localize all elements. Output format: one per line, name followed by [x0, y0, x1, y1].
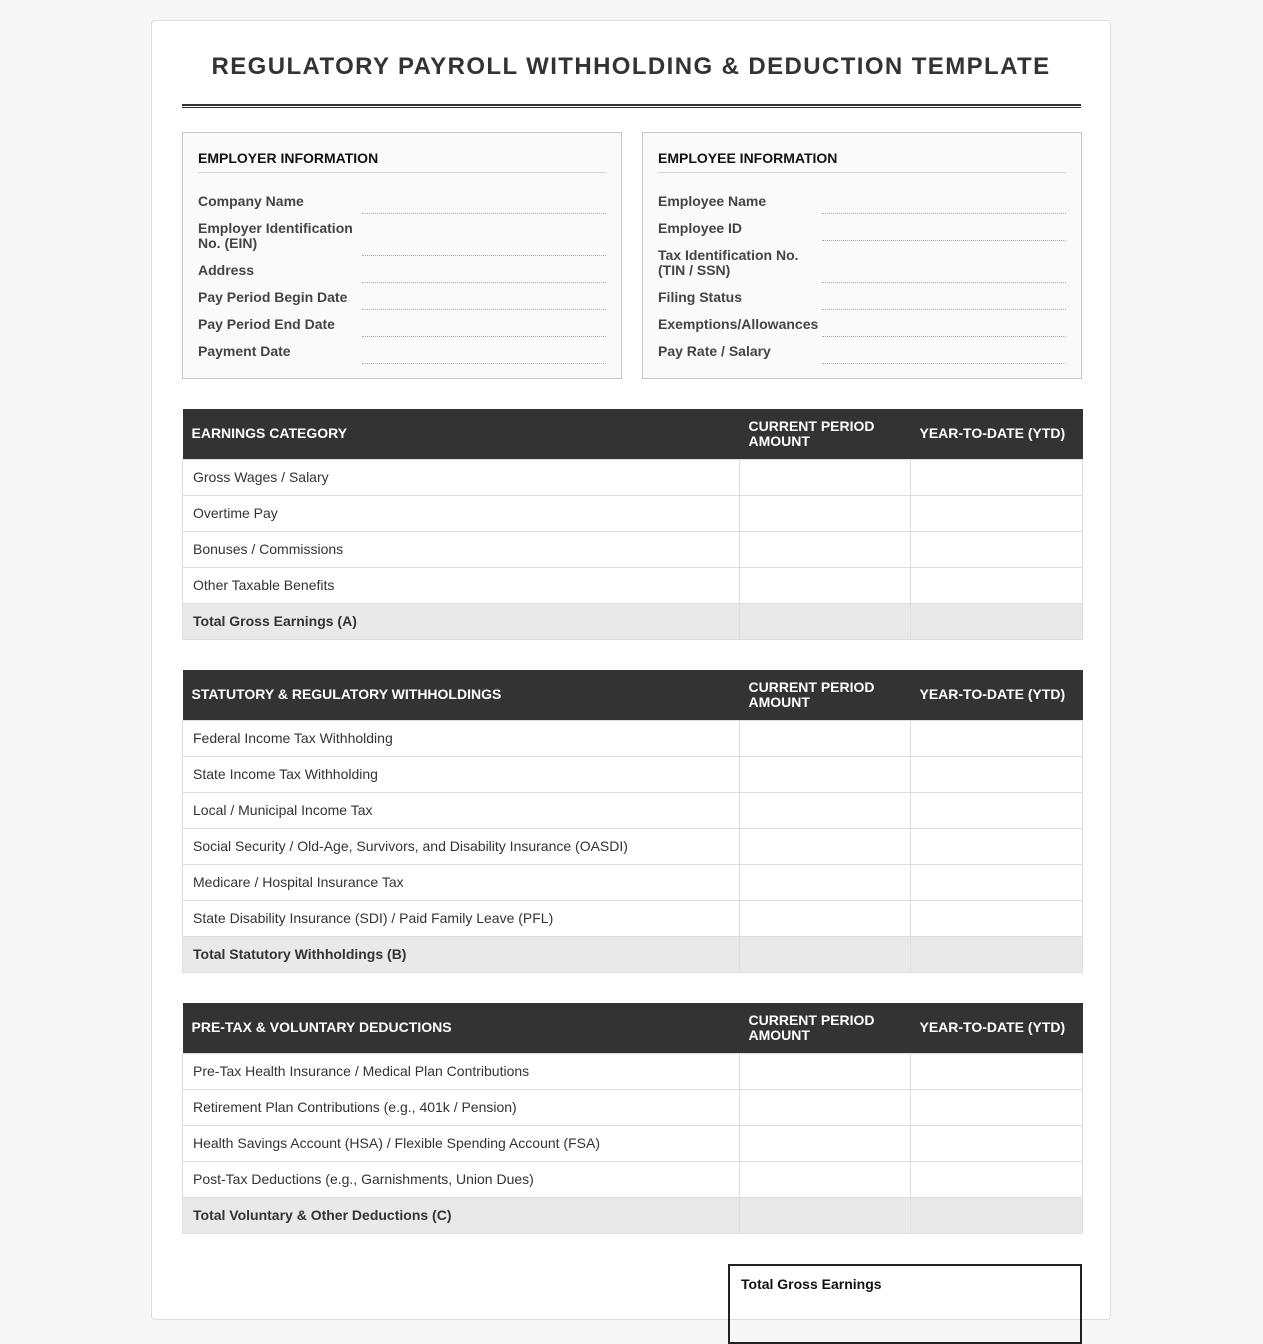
- table-row: [183, 1125, 1083, 1161]
- tin-ssn-field[interactable]: [822, 245, 1066, 283]
- filing-status-field[interactable]: [822, 287, 1066, 310]
- row-label: Social Security / Old-Age, Survivors, and Disability Insurance (OASDI): [183, 828, 740, 864]
- deductions-header: PRE-TAX & VOLUNTARY DEDUCTIONS: [183, 1003, 740, 1053]
- page-title: REGULATORY PAYROLL WITHHOLDING & DEDUCTION TEMPLATE: [211, 53, 1051, 80]
- employee-name-field[interactable]: [822, 191, 1066, 214]
- field-label: Employee Name: [658, 193, 767, 209]
- ytd-amount-cell[interactable]: [911, 567, 1083, 603]
- employee-info-panel: [642, 132, 1082, 379]
- table-header-row: [183, 1003, 1083, 1053]
- ytd-amount-cell[interactable]: [911, 495, 1083, 531]
- employer-info-heading: EMPLOYER INFORMATION: [198, 133, 606, 173]
- table-row: [183, 900, 1083, 936]
- row-label: Federal Income Tax Withholding: [183, 720, 740, 756]
- field-label: Payment Date: [198, 343, 291, 359]
- total-row: [183, 936, 1083, 972]
- total-current-cell[interactable]: [740, 603, 911, 639]
- table-row: [183, 495, 1083, 531]
- employer-field-row: [198, 191, 606, 218]
- ytd-amount-cell[interactable]: [911, 1125, 1083, 1161]
- ytd-header: YEAR-TO-DATE (YTD): [911, 1003, 1083, 1053]
- total-ytd-cell[interactable]: [911, 936, 1083, 972]
- current-amount-cell[interactable]: [740, 459, 911, 495]
- table-row: [183, 828, 1083, 864]
- ytd-amount-cell[interactable]: [911, 828, 1083, 864]
- table-row: [183, 720, 1083, 756]
- ytd-amount-cell[interactable]: [911, 1089, 1083, 1125]
- employer-field-row: [198, 341, 606, 368]
- row-label: Overtime Pay: [183, 495, 740, 531]
- total-ytd-cell[interactable]: [911, 603, 1083, 639]
- table-row: [183, 1089, 1083, 1125]
- ytd-header: YEAR-TO-DATE (YTD): [911, 409, 1083, 459]
- summary-gross-earnings-label: Total Gross Earnings: [741, 1276, 882, 1292]
- field-label: Pay Period End Date: [198, 316, 335, 332]
- ytd-amount-cell[interactable]: [911, 864, 1083, 900]
- employee-field-row: [658, 314, 1066, 341]
- address-field[interactable]: [362, 260, 606, 283]
- title-divider: [182, 104, 1081, 108]
- pay-rate-field[interactable]: [822, 341, 1066, 364]
- pay-period-end-field[interactable]: [362, 314, 606, 337]
- field-label: Filing Status: [658, 289, 742, 305]
- employee-field-row: [658, 245, 1066, 287]
- current-amount-cell[interactable]: [740, 495, 911, 531]
- table-row: [183, 864, 1083, 900]
- employer-field-row: [198, 287, 606, 314]
- row-label: Retirement Plan Contributions (e.g., 401k / Pension): [183, 1089, 740, 1125]
- withholdings-header: STATUTORY & REGULATORY WITHHOLDINGS: [183, 670, 740, 720]
- field-label: Pay Period Begin Date: [198, 289, 348, 305]
- table-row: [183, 531, 1083, 567]
- row-label: Pre-Tax Health Insurance / Medical Plan Contributions: [183, 1053, 740, 1089]
- field-label: Employee ID: [658, 220, 743, 236]
- ytd-amount-cell[interactable]: [911, 1053, 1083, 1089]
- row-label: Other Taxable Benefits: [183, 567, 740, 603]
- current-amount-cell[interactable]: [740, 792, 911, 828]
- field-label: Exemptions/Allowances: [658, 316, 819, 332]
- employee-id-field[interactable]: [822, 218, 1066, 241]
- current-amount-cell[interactable]: [740, 900, 911, 936]
- current-amount-cell[interactable]: [740, 828, 911, 864]
- employee-field-row: [658, 341, 1066, 368]
- current-period-header: CURRENT PERIOD AMOUNT: [740, 409, 911, 459]
- row-label: Health Savings Account (HSA) / Flexible Spending Account (FSA): [183, 1125, 740, 1161]
- total-label: Total Voluntary & Other Deductions (C): [183, 1197, 740, 1233]
- current-period-header: CURRENT PERIOD AMOUNT: [740, 670, 911, 720]
- current-amount-cell[interactable]: [740, 1053, 911, 1089]
- employer-field-row: [198, 314, 606, 341]
- table-row: [183, 1161, 1083, 1197]
- company-name-field[interactable]: [362, 191, 606, 214]
- total-ytd-cell[interactable]: [911, 1197, 1083, 1233]
- row-label: State Income Tax Withholding: [183, 756, 740, 792]
- total-label: Total Statutory Withholdings (B): [183, 936, 740, 972]
- row-label: State Disability Insurance (SDI) / Paid Family Leave (PFL): [183, 900, 740, 936]
- total-row: [183, 1197, 1083, 1233]
- ytd-amount-cell[interactable]: [911, 1161, 1083, 1197]
- row-label: Medicare / Hospital Insurance Tax: [183, 864, 740, 900]
- total-label: Total Gross Earnings (A): [183, 603, 740, 639]
- ytd-amount-cell[interactable]: [911, 531, 1083, 567]
- field-label: Company Name: [198, 193, 304, 209]
- pay-period-begin-field[interactable]: [362, 287, 606, 310]
- table-row: [183, 792, 1083, 828]
- current-amount-cell[interactable]: [740, 756, 911, 792]
- current-amount-cell[interactable]: [740, 567, 911, 603]
- ytd-amount-cell[interactable]: [911, 792, 1083, 828]
- summary-box: [728, 1264, 1082, 1344]
- ytd-header: YEAR-TO-DATE (YTD): [911, 670, 1083, 720]
- table-row: [183, 459, 1083, 495]
- table-header-row: [183, 670, 1083, 720]
- table-row: [183, 756, 1083, 792]
- payroll-form-page: [151, 20, 1111, 1320]
- row-label: Gross Wages / Salary: [183, 459, 740, 495]
- table-row: [183, 1053, 1083, 1089]
- field-label: Address: [198, 262, 255, 278]
- employer-field-row: [198, 260, 606, 287]
- current-period-header: CURRENT PERIOD AMOUNT: [740, 1003, 911, 1053]
- current-amount-cell[interactable]: [740, 531, 911, 567]
- total-row: [183, 603, 1083, 639]
- earnings-category-header: EARNINGS CATEGORY: [183, 409, 740, 459]
- field-label: Tax Identification No. (TIN / SSN): [658, 247, 799, 278]
- employee-field-row: [658, 287, 1066, 314]
- current-amount-cell[interactable]: [740, 864, 911, 900]
- deductions-table: [182, 1003, 1083, 1234]
- ytd-amount-cell[interactable]: [911, 720, 1083, 756]
- total-current-cell[interactable]: [740, 1197, 911, 1233]
- total-current-cell[interactable]: [740, 936, 911, 972]
- exemptions-field[interactable]: [822, 314, 1066, 337]
- employee-info-heading: EMPLOYEE INFORMATION: [658, 133, 1066, 173]
- row-label: Local / Municipal Income Tax: [183, 792, 740, 828]
- row-label: Bonuses / Commissions: [183, 531, 740, 567]
- current-amount-cell[interactable]: [740, 1089, 911, 1125]
- employee-field-row: [658, 218, 1066, 245]
- ein-field[interactable]: [362, 218, 606, 256]
- employer-field-row: [198, 218, 606, 260]
- field-label: Pay Rate / Salary: [658, 343, 771, 359]
- ytd-amount-cell[interactable]: [911, 756, 1083, 792]
- payment-date-field[interactable]: [362, 341, 606, 364]
- current-amount-cell[interactable]: [740, 1125, 911, 1161]
- withholdings-table: [182, 670, 1083, 973]
- current-amount-cell[interactable]: [740, 1161, 911, 1197]
- ytd-amount-cell[interactable]: [911, 900, 1083, 936]
- table-row: [183, 567, 1083, 603]
- table-header-row: [183, 409, 1083, 459]
- current-amount-cell[interactable]: [740, 720, 911, 756]
- earnings-table: [182, 409, 1083, 640]
- row-label: Post-Tax Deductions (e.g., Garnishments, Union Dues): [183, 1161, 740, 1197]
- employee-field-row: [658, 191, 1066, 218]
- employer-info-panel: [182, 132, 622, 379]
- field-label: Employer Identification No. (EIN): [198, 220, 353, 251]
- ytd-amount-cell[interactable]: [911, 459, 1083, 495]
